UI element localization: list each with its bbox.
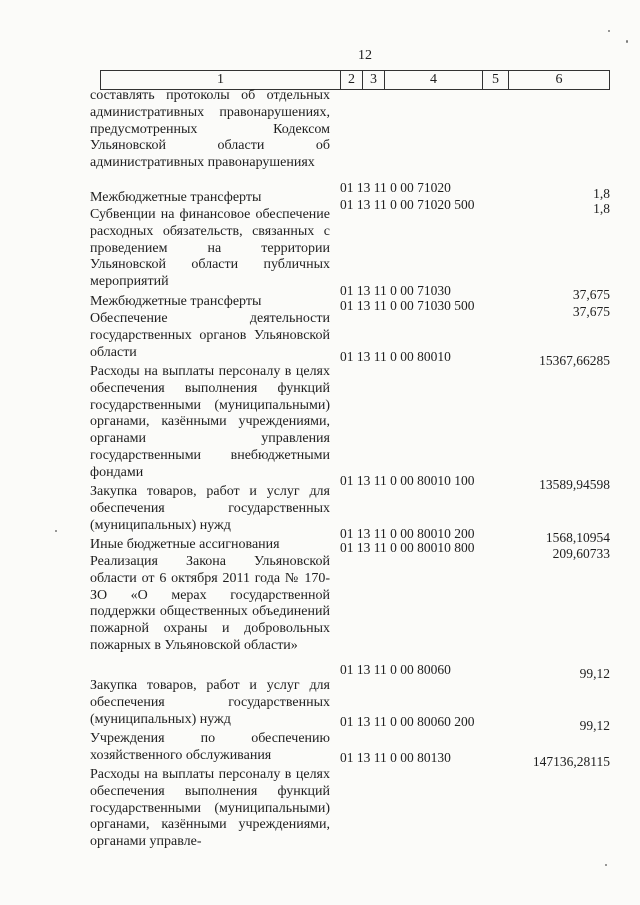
budget-code: 01 13 11 0 00 80130 (340, 750, 451, 765)
scan-speck (626, 40, 628, 43)
scan-speck (55, 530, 57, 532)
column-header: 1 (101, 71, 341, 89)
row-description: Расходы на выплаты персоналу в целях обеспечения выполнения функций государственными (муниципальными) органами, казёнными учреждениями, органами управления государственными внебюджетными фондами (90, 364, 330, 480)
page-number: 12 (358, 48, 372, 63)
row-description: Межбюджетные трансферты (90, 190, 262, 205)
scan-speck (608, 30, 610, 32)
amount: 37,675 (572, 304, 610, 319)
column-header: 6 (555, 72, 563, 87)
amount: 209,60733 (552, 546, 610, 561)
budget-code: 01 13 11 0 00 71020 (340, 180, 451, 195)
budget-code: 01 13 11 0 00 71020 500 (340, 197, 475, 212)
amount: 1568,10954 (545, 530, 610, 545)
table-header (100, 70, 610, 90)
amount: 15367,66285 (539, 353, 610, 368)
column-header: 5 (483, 71, 509, 89)
row-description: Реализация Закона Ульяновской области от 6 октября 2011 года № 170-ЗО «О мерах государственной поддержки общественных объединений пожарной охраны и добровольных пожарных в Ульяновской области» (90, 554, 330, 653)
row-description: Субвенции на финансовое обеспечение расходных обязательств, связанных с проведением на территории Ульяновской области публичных мероприятий (90, 207, 330, 290)
row-description: Учреждения по обеспечению хозяйственного обслуживания (90, 731, 330, 763)
budget-code: 01 13 11 0 00 80010 100 (340, 473, 475, 488)
row-description: Иные бюджетные ассигнования (90, 537, 280, 552)
amount: 99,12 (579, 666, 610, 681)
amount: 1,8 (593, 186, 610, 201)
budget-code: 01 13 11 0 00 80060 200 (340, 714, 475, 729)
budget-code: 01 13 11 0 00 80060 (340, 662, 451, 677)
amount: 13589,94598 (539, 477, 610, 492)
row-description: Закупка товаров, работ и услуг для обеспечения государственных (муниципальных) нужд (90, 484, 330, 533)
budget-code: 01 13 11 0 00 71030 (340, 283, 451, 298)
column-header: 2 (341, 71, 363, 89)
amount: 37,675 (572, 287, 610, 302)
budget-code: 01 13 11 0 00 71030 500 (340, 298, 475, 313)
amount: 147136,28115 (532, 754, 610, 769)
budget-code: 01 13 11 0 00 80010 (340, 349, 451, 364)
budget-code: 01 13 11 0 00 80010 800 (340, 540, 475, 555)
amount: 99,12 (579, 718, 610, 733)
row-description: Межбюджетные трансферты (90, 294, 262, 309)
column-header: 3 (363, 71, 385, 89)
scan-speck (605, 864, 607, 866)
row-description: составлять протоколы об отдельных административных правонарушениях, предусмотренных Кодексом Ульяновской области об административных правонарушениях (90, 88, 330, 171)
column-header: 4 (385, 71, 483, 89)
row-description: Расходы на выплаты персоналу в целях обеспечения выполнения функций государственными (муниципальными) органами, казёнными учреждениями, органами управле- (90, 767, 330, 850)
row-description: Закупка товаров, работ и услуг для обеспечения государственных (муниципальных) нужд (90, 678, 330, 727)
budget-code: 01 13 11 0 00 80010 200 (340, 526, 475, 541)
row-description: Обеспечение деятельности государственных органов Ульяновской области (90, 311, 330, 360)
amount: 1,8 (593, 201, 610, 216)
